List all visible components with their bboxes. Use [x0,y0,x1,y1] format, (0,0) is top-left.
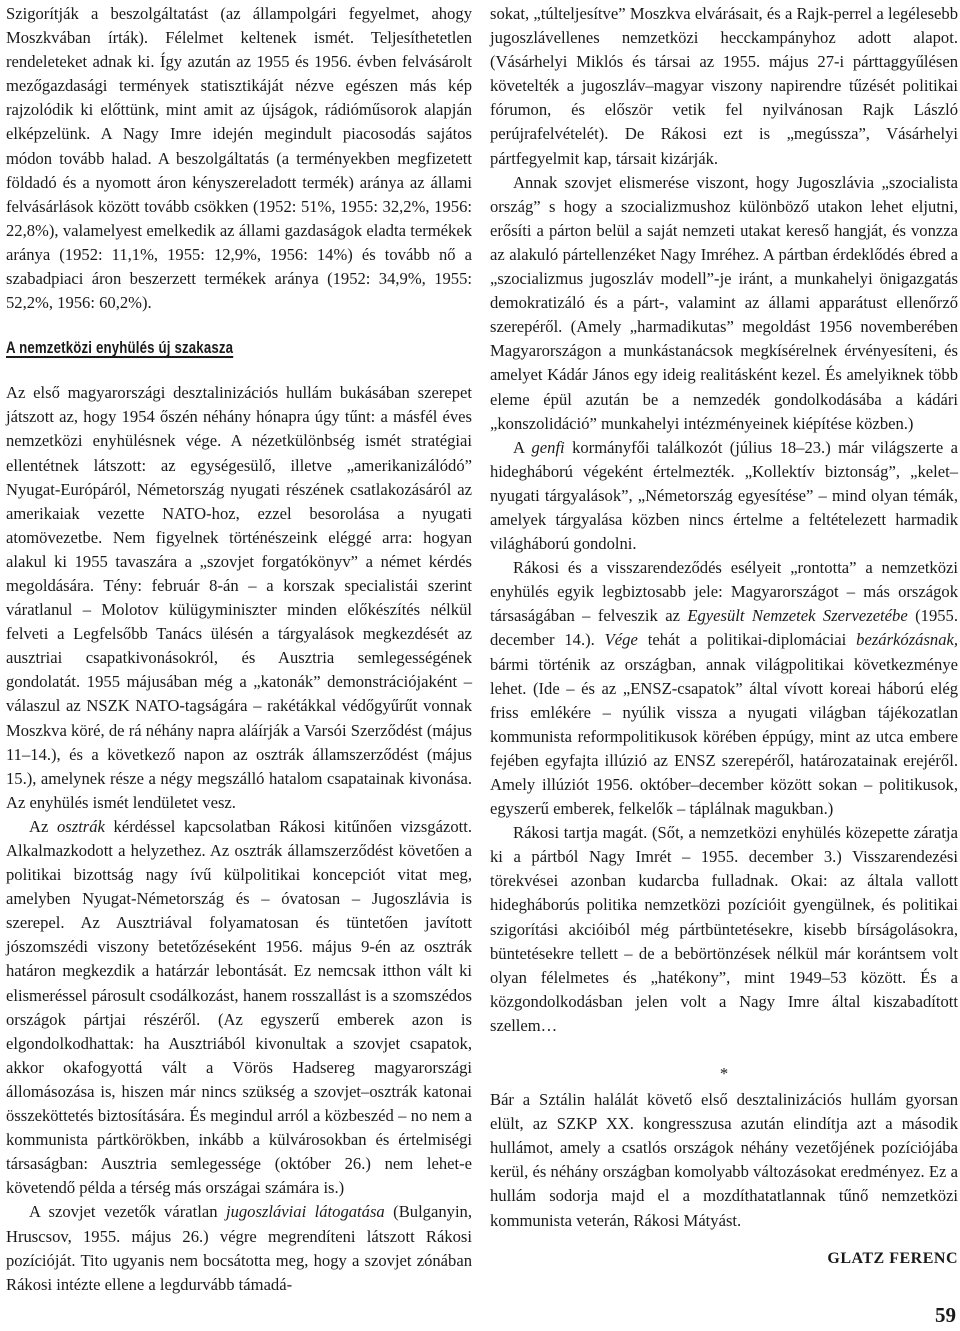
text-run: Az [29,816,57,836]
emphasis: jugoszláviai látogatása [225,1202,385,1222]
page-number: 59 [935,1303,956,1327]
paragraph: Bár a Sztálin halálát követő első desztalinizációs hullám gyorsan elült, az SZKP XX. kongresszusa azután elindítja azt a második hullámot, amely a csatlós országok néhány vezetőjének pozíciójába kerül, és néhány országban komolyabb változásokat eredményez. Ez a hullám sodorja majd el a mozdíthatatlannak tűnő nemzetközi kommunista veterán, Rákosi Mátyást. [490,1090,958,1230]
text-run: kérdéssel kapcsolatban Rákosi kitűnően vizsgázott. Alkalmazkodott a helyzethez. Az osztrák államszerződést követően a politikai bizottság nagy ívű külpolitikai koncepciót vitat meg, amelyben Nyugat-Németország és – óvatosan – Jugoszlávia is szerepel. Az Ausztriával folyamatosan és tüntetően javított jószomszédi viszony betetőzéseként 1956. május 9-én az osztrák határon megkezdik a határzár lebontását. Ez nemcsak itthon vált ki elismeréssel párosult csodálkozást, hanem rosszallást is a szomszédos országok pártjai részéről. (Az egyszerű emberek azon is elgondolkodhattak: ha Ausztriából kivonultak a szovjet csapatok, akkor okafogyottá vált a Vörös Hadsereg magyarországi állomásozása is, hiszen már nincs szükség a szovjet–osztrák katonai összeköttetés biztosítására. És megindul arról a közbeszéd – no nem a kommunista pártkörökben, inkább a külvárosokban és értelmiségi társaságban: Ausztria semlegessége (október 26.) nem lehet-e követendő példa a térség más országai számára is.) [6,816,473,1198]
text-run: (1955. december 14.). [490,606,958,650]
paragraph [490,556,958,821]
emphasis: osztrák [56,816,105,836]
paragraph [490,436,958,556]
text-run: A [513,437,532,457]
text-run: (Bulganyin, Hruscsov, 1955. május 26.) végre megrendíteni látszott Rákosi pozícióját. Tito ugyanis nem bocsátotta meg, hogy a szovjet zónában Rákosi intézte ellene a legdurvább támadá- [6,1202,472,1294]
text-run: tehát a politikai-diplomáciai [637,630,857,650]
text-run: kormányfői találkozót (július 18–23.) már világszerte a hidegháború végeként értelmezték. „Kollektív biztonság”, „kelet–nyugati tárgyalások”, „Németország egyesítése” – mind olyan témák, amelyek tárgyalása közben nincs értelme a feltételezett harmadik világháború gondolni. [490,437,959,554]
text-run: bármi történik az országban, annak világpolitikai következménye lehet. (Ide – és az „ENSZ-csapatok” által vívott koreai háború elég friss emlékére – nyúlik vissza a nyugati világban tájékozatlan kommunista reformpolitikusok körében éppúgy, mint az utca embere fejében egyfajta illúzió az ENSZ szerepéről, határozatainak erejéről. Amely illúziót 1956. október–december között sokan – politikusok, egyszerű emberek, felkelők – táplálnak magukban.) [490,654,958,819]
section-heading: A nemzetközi enyhülés új szakasza [6,338,234,358]
emphasis: genfi [531,437,565,457]
text-run: A szovjet vezetők váratlan [29,1202,226,1222]
paragraph: Az első magyarországi desztalinizációs hullám bukásában szerepet játszott az, hogy 1954 őszén néhány hónapra úgy tűnt: a másfél éves nemzetközi enyhülésnek vége. A nézetkülönbség ismét stratégiai ellentétnek látszott: az egységesülő, illetve „amerikanizálódó” Nyugat-Európáról, Németország nyugati részének csatlakozásáról az amerikaiak vezette NATO-hoz, ezzel besorolása a nyugati atomövezetbe. Nem figyelnek történészeink eléggé arra: hogyan alakul ki 1955 tavaszára a „szovjet forgatókönyv” a német kérdés megoldására. Tény: február 8-án – a korszak specialistái szerint váratlanul – Molotov külügyminiszter minden előkészítés nélkül felveti a Legfelsőbb Tanács ülésén a tárgyalások megkezdését az ausztriai csapatkivonásokról, és Ausztria semlegességének gondolatát. 1955 májusában még a „katonák” demonstrációjaként – válaszul az NSZK NATO-tagságára – rakétákkal védőgyűrűt vonnak Moszkva köré, de rá néhány napra aláírják a Varsói Szerződést (május 11–14.), és a következő napon az osztrák államszerződést (május 15.), amelynek része a négy megszálló hatalom csapatainak kivonása. Az enyhülés ismét lendületet vesz. [6,383,472,812]
paragraph: Annak szovjet elismerése viszont, hogy Jugoszlávia „szocialista ország” s hogy a szocializmushoz különböző utakon lehet eljutni, erősíti a párton belül a saját nemzeti utakat kereső hangját, és vonzza az alakuló pártellenzéket Nagy Imréhez. A pártban érdeklődés ébred a „szocializmus jugoszláv modell”-je iránt, a munkahelyi önigazgatás demokratizáló és a párt-, valamint az állami apparátust ellenőrző szerepéről. (Amely „harmadikutas” megoldást 1956 novemberében Magyarországon a munkástanácsok megkísérelnek érvényesíteni, és amelyet Kádár János egy ideig realitásként kezel. És amelyiknek több eleme épül azután be a nemzedék gondolkodásába a kádári „konszolidáció” munkahelyi intézményeinek kiépítése közben.) [490,172,958,433]
emphasis: Egyesült Nemzetek Szervezetébe [687,606,908,626]
paragraph: Rákosi tartja magát. (Sőt, a nemzetközi enyhülés közepette záratja ki a pártból Nagy Imrét – 1955. december 3.) Visszarendezési törekvései azonban kudarcba fulladnak. Okai: az általa vallott hidegháborús politika nemzetközi pozícióit gyengülnek, és politikai szigorítási akcióiból még pártbüntetésekre, kisebb bírságolásokra, büntetésekre tellett – de a bebörtönzések nélkül már korántsem volt olyan félelmetes és „hatékony”, mint 1949–53 között. És a közgondolkodásban jelen volt a Nagy Imre által kiszabadított szellem… [490,823,958,1035]
author-name: GLATZ FERENC [827,1249,958,1267]
left-column [6,2,472,1297]
paragraph [6,1200,472,1296]
emphasis: Vége [604,630,638,650]
right-column [490,2,958,1271]
paragraph [6,815,472,1201]
emphasis: bezárkózásnak, [856,630,959,650]
paragraph: Szigorítják a beszolgáltatást (az állampolgári fegyelmet, ahogy Moszkvában írták). Félelmet keltenek ismét. Teljesíthetetlen rendeleteket adnak ki. Így azután az 1955 és 1956. évben felvásárolt mezőgazdasági termények statisztikáját nézve egészen más kép rajzolódik ki előttünk, mint amit az újságok, rádióműsorok alapján elképzelünk. A Nagy Imre idején megindult piacosodás sajátos módon tovább halad. A beszolgáltatás (a terményekben megfizetett földadó és a nyomott áron kényszereladott termék) aránya az állami felvásárlások között tovább csökken (1952: 51%, 1955: 32,2%, 1956: 22,8%), valamelyest emelkedik az állami gazdaságok eladta termékek aránya (1952: 11,1%, 1955: 12,9%, 1956: 14%) és tovább nő a szabadpiaci áron beszerzett termékek aránya (1952: 34,9%, 1955: 52,2%, 1956: 60,2%). [6,4,472,313]
text-run: Rákosi és a visszarendeződés esélyeit „rontotta” a nemzetközi enyhülés egyik legbiztosabb jele: Magyarországot – más országok társaságában – felveszik az [490,558,958,626]
section-divider: * [719,1064,729,1084]
paragraph: sokat, „túlteljesítve” Moszkva elvárásait, és a Rajk-perrel a legélesebb jugoszlávellenes nemzetközi hecckampányhoz adott alapot. (Vásárhelyi Miklós és társai az 1955. május 27-i párttaggyűlésen követelték a jugoszláv–magyar viszony napirendre tűzését politikai fórumon, és először vetik fel nyilvánosan Rajk László perújrafelvételét). De Rákosi ezt is „megússza”, Vásárhelyi pártfegyelmit kap, társait kizárják. [490,4,958,168]
